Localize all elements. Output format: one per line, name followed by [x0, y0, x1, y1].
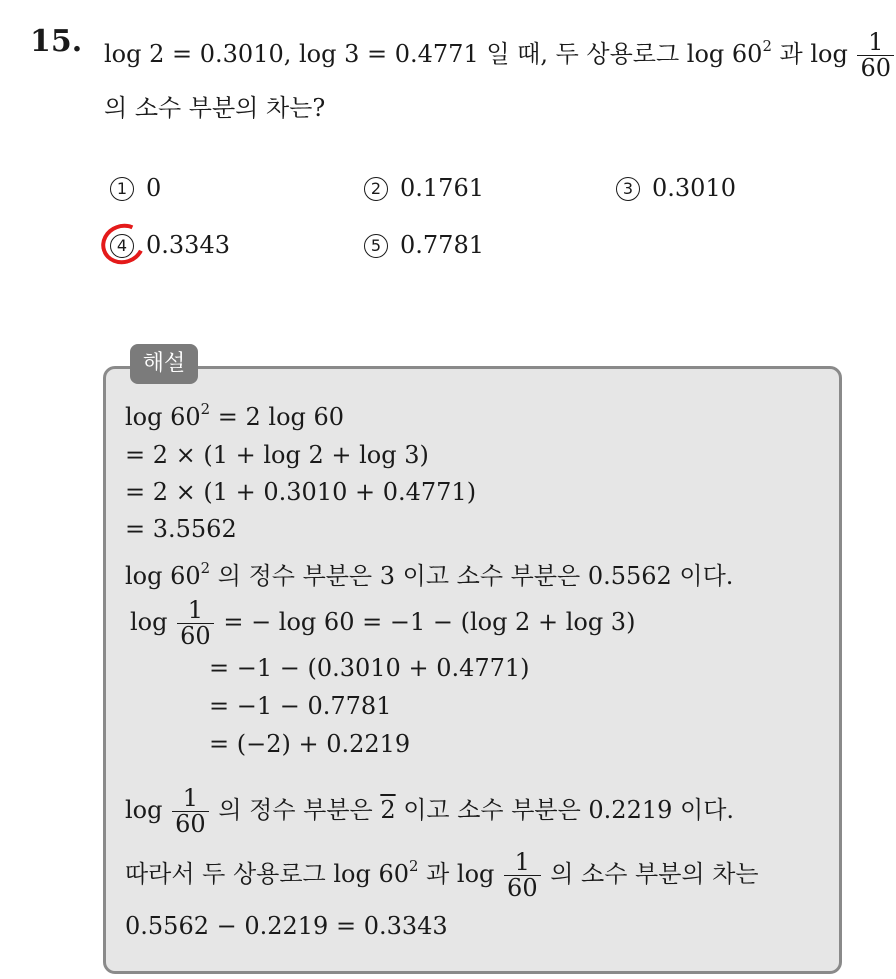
text: 의 정수 부분은 3 이고 소수 부분은 0.5562 이다. — [210, 562, 734, 590]
question-number: 15. — [30, 24, 83, 59]
exponent: 2 — [200, 558, 211, 577]
choice-number-5: 5 — [364, 234, 388, 258]
fraction-numerator: 1 — [182, 784, 199, 812]
solution-line-10 — [125, 786, 734, 837]
choice-value: 0.1761 — [400, 174, 484, 202]
solution-line-3: = 2 × (1 + 0.3010 + 0.4771) — [125, 478, 477, 506]
fraction-numerator: 1 — [187, 596, 204, 624]
exponent: 2 — [200, 399, 211, 418]
text: 따라서 두 상용로그 log 60 — [125, 860, 410, 889]
fraction — [172, 786, 209, 837]
choice-value: 0 — [146, 174, 162, 202]
solution-line-5 — [125, 556, 733, 591]
text: 의 소수 부분의 차는 — [542, 860, 759, 889]
math: log — [130, 608, 168, 637]
question-text-line1 — [104, 30, 896, 81]
text: 의 정수 부분은 — [218, 796, 381, 825]
solution-line-7: = −1 − (0.3010 + 0.4771) — [209, 654, 530, 682]
math: = 2 log 60 — [210, 403, 345, 431]
text: 이고 소수 부분은 0.2219 이다. — [395, 796, 735, 825]
answer-circle-mark — [95, 218, 150, 271]
choice-value: 0.3010 — [652, 174, 736, 202]
question-stem: log 2 = 0.3010, log 3 = 0.4771 일 때, 두 상용로그 log 60 — [104, 40, 763, 69]
exponent: 2 — [762, 37, 772, 56]
math: log 60 — [125, 562, 201, 590]
solution-line-4: = 3.5562 — [125, 515, 237, 543]
bar-number: 2 — [380, 796, 396, 825]
solution-line-11 — [125, 850, 759, 901]
exponent: 2 — [409, 857, 419, 876]
choice-3[interactable] — [616, 174, 736, 202]
question-stem-mid: 과 log — [771, 40, 856, 69]
solution-line-6 — [130, 598, 635, 649]
fraction-denominator: 60 — [857, 55, 894, 81]
choice-number-2: 2 — [364, 177, 388, 201]
choice-2[interactable] — [364, 174, 484, 202]
solution-line-9: = (−2) + 0.2219 — [209, 730, 411, 758]
choice-value: 0.7781 — [400, 231, 484, 259]
choice-1[interactable] — [110, 174, 161, 202]
fraction-numerator: 1 — [868, 28, 884, 56]
fraction-denominator: 60 — [177, 623, 214, 649]
question-text-line2: 의 소수 부분의 차는? — [104, 94, 326, 122]
choice-number-1: 1 — [110, 177, 134, 201]
choice-5[interactable] — [364, 231, 484, 259]
math: log — [125, 796, 163, 825]
solution-line-8: = −1 − 0.7781 — [209, 692, 392, 720]
fraction-denominator: 60 — [172, 811, 209, 837]
fraction — [857, 30, 894, 81]
choice-number-3: 3 — [616, 177, 640, 201]
choice-number-4: 4 — [110, 234, 134, 258]
fraction-denominator: 60 — [504, 875, 541, 901]
fraction — [504, 850, 541, 901]
solution-line-1 — [125, 399, 345, 431]
choice-value: 0.3343 — [146, 231, 230, 259]
math: log 60 — [125, 403, 201, 431]
text: 과 log — [418, 860, 503, 889]
solution-line-12: 0.5562 − 0.2219 = 0.3343 — [125, 912, 448, 940]
solution-tag: 해설 — [130, 344, 198, 384]
fraction-numerator: 1 — [514, 848, 530, 876]
solution-line-2: = 2 × (1 + log 2 + log 3) — [125, 441, 429, 469]
fraction — [177, 598, 214, 649]
math: = − log 60 = −1 − (log 2 + log 3) — [223, 608, 636, 637]
